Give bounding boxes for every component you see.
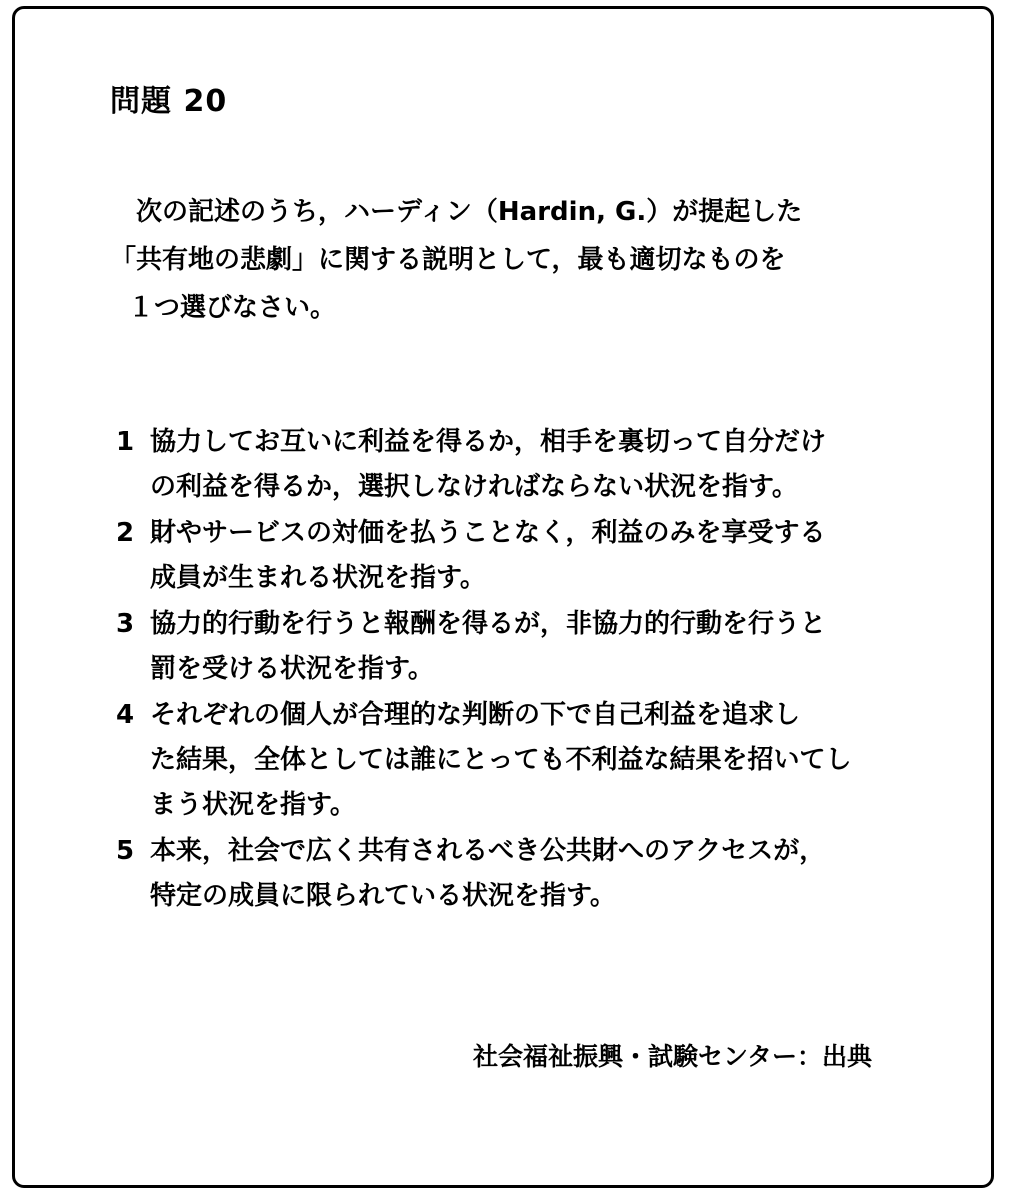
option-text: [150, 693, 936, 828]
prompt-line: 「共有地の悲劇」に関する説明として，最も適切なものを: [110, 245, 786, 275]
option-line: た結果，全体としては誰にとっても不利益な結果を招いてし: [150, 745, 852, 775]
source-credit: 社会福祉振興・試験センター：出典: [472, 1042, 872, 1071]
option-line: 本来，社会で広く共有されるべき公共財へのアクセスが，: [150, 836, 826, 866]
option-line: 特定の成員に限られている状況を指す。: [150, 881, 616, 911]
option-number: 2: [116, 518, 135, 548]
option-line: 協力的行動を行うと報酬を得るが，非協力的行動を行うと: [150, 609, 827, 639]
option-line: 罰を受ける状況を指す。: [150, 654, 434, 684]
option-number: 1: [116, 427, 135, 457]
option-line: 成員が生まれる状況を指す。: [150, 563, 486, 593]
prompt-line: 次の記述のうち，ハーディン（Hardin, G.）が提起した: [110, 197, 803, 227]
question-prompt: [110, 188, 802, 332]
option-2: [116, 511, 936, 601]
option-line: それぞれの個人が合理的な判断の下で自己利益を追求し: [150, 700, 801, 730]
option-number: 5: [116, 836, 135, 866]
option-line: 財やサービスの対価を払うことなく，利益のみを享受する: [150, 518, 826, 548]
option-5: [116, 829, 936, 919]
option-line: まう状況を指す。: [150, 790, 356, 820]
option-line: 協力してお互いに利益を得るか，相手を裏切って自分だけ: [150, 427, 827, 457]
option-line: の利益を得るか，選択しなければならない状況を指す。: [150, 472, 798, 502]
option-number: 4: [116, 700, 135, 730]
option-3: [116, 602, 936, 692]
answer-options: [116, 420, 936, 920]
option-4: [116, 693, 936, 828]
option-text: [150, 829, 936, 919]
option-1: [116, 420, 936, 510]
option-text: [150, 511, 936, 601]
option-number: 3: [116, 609, 135, 639]
prompt-line: １つ選びなさい。: [128, 293, 337, 323]
option-text: [150, 602, 936, 692]
question-title: 問題 20: [110, 84, 228, 119]
option-text: [150, 420, 936, 510]
